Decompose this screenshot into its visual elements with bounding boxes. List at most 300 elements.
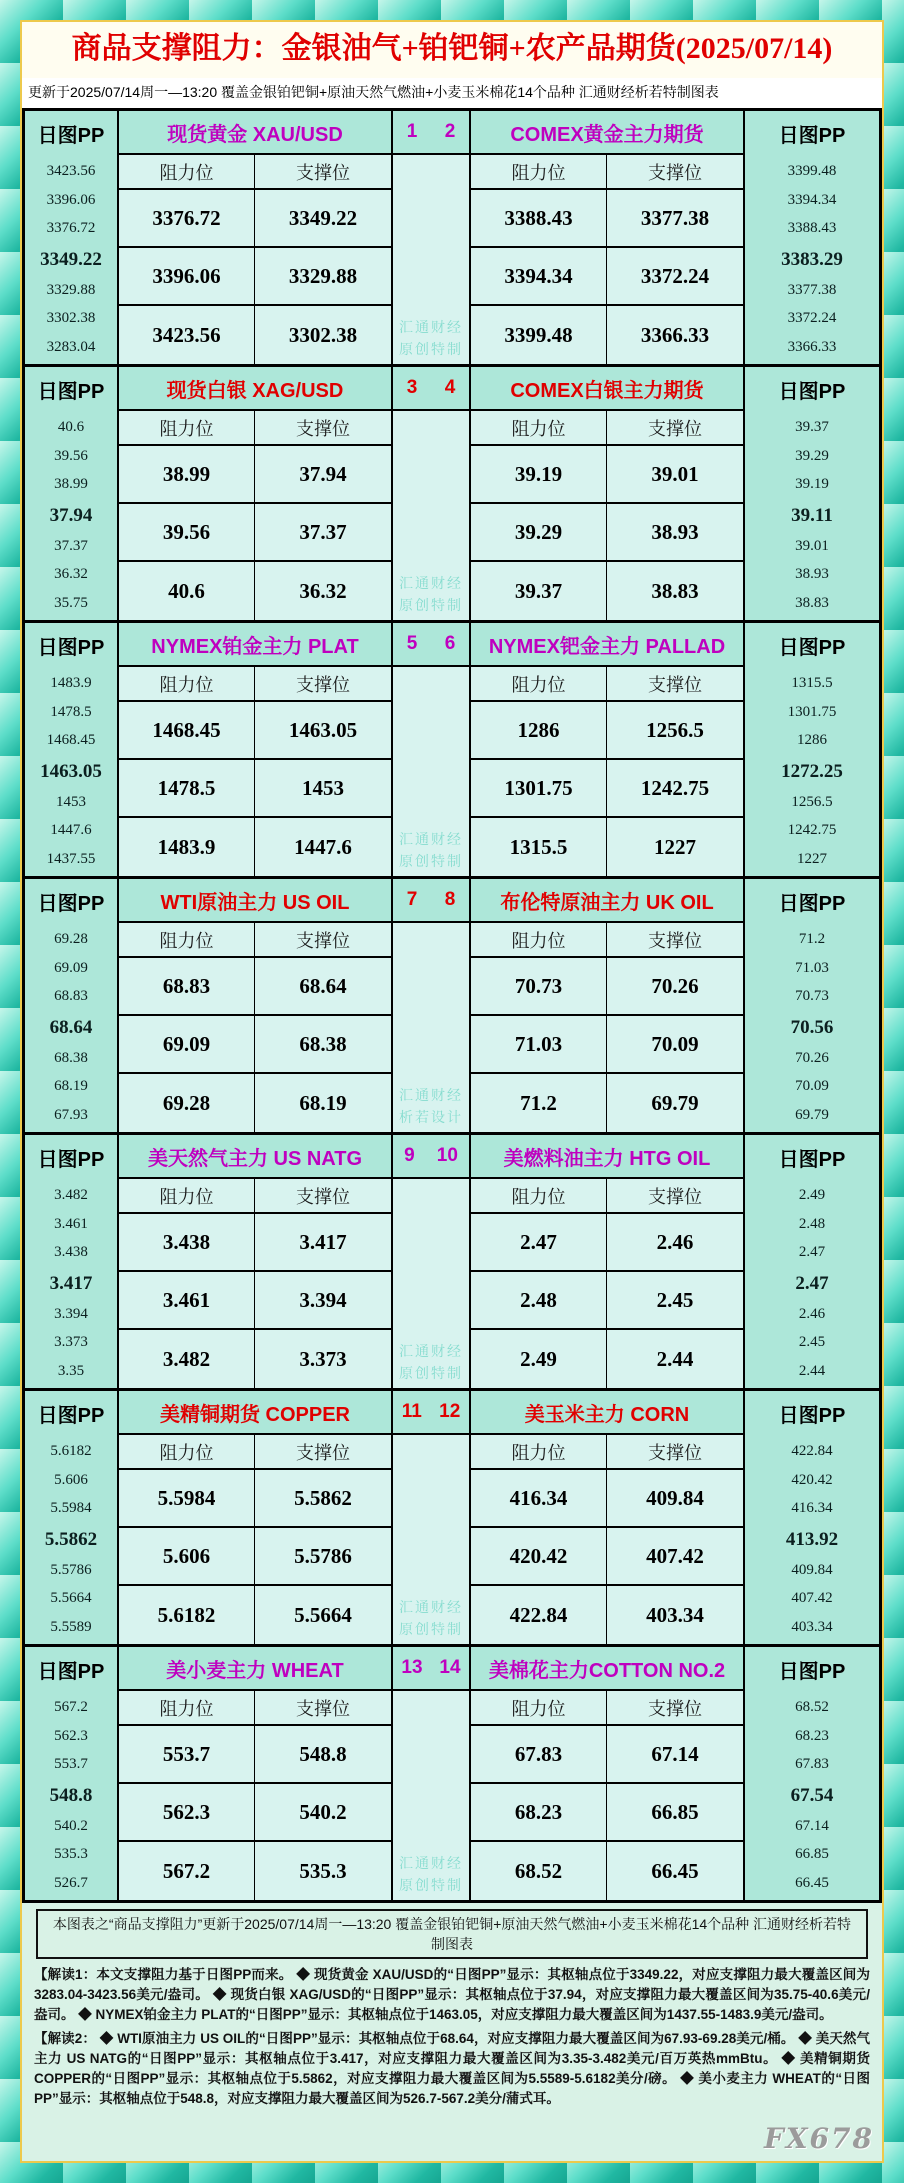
pp-value: 3329.88 bbox=[46, 281, 96, 298]
pp-header-left: 日图PP bbox=[25, 1647, 119, 1691]
pp-value: 1453 bbox=[56, 793, 86, 810]
support-value: 5.5786 bbox=[255, 1528, 391, 1586]
pp-value: 3.461 bbox=[54, 1215, 88, 1232]
resistance-value: 3396.06 bbox=[119, 248, 255, 306]
support-value: 407.42 bbox=[607, 1528, 743, 1586]
support-value: 540.2 bbox=[255, 1784, 391, 1842]
pp-stack-left bbox=[25, 411, 119, 620]
resistance-value: 2.48 bbox=[471, 1272, 607, 1330]
pp-pivot-value: 1463.05 bbox=[40, 760, 102, 782]
resistance-value: 5.6182 bbox=[119, 1586, 255, 1644]
resistance-header-left: 阻力位 bbox=[119, 667, 255, 702]
pp-value: 38.83 bbox=[795, 595, 829, 612]
resistance-value: 70.73 bbox=[471, 958, 607, 1016]
instrument-name-left: NYMEX铂金主力 PLAT bbox=[119, 623, 391, 667]
pp-pivot-value: 37.94 bbox=[49, 504, 93, 526]
resistance-value: 67.83 bbox=[471, 1726, 607, 1784]
pp-value: 40.6 bbox=[57, 418, 85, 435]
resistance-value: 5.5984 bbox=[119, 1470, 255, 1528]
index-number: 6 bbox=[444, 633, 456, 654]
pp-value: 71.2 bbox=[798, 930, 826, 947]
support-value: 1447.6 bbox=[255, 818, 391, 876]
pp-value: 3302.38 bbox=[46, 310, 96, 327]
commodity-block-3 bbox=[25, 623, 879, 879]
pp-pivot-value: 548.8 bbox=[49, 1784, 93, 1806]
pp-stack-right bbox=[743, 1435, 879, 1644]
commodity-block-2 bbox=[25, 367, 879, 623]
support-header-left: 支撑位 bbox=[255, 155, 391, 190]
pp-value: 5.5786 bbox=[50, 1561, 92, 1578]
pp-value: 2.46 bbox=[798, 1305, 826, 1322]
pp-value: 39.37 bbox=[795, 418, 829, 435]
resistance-value: 69.09 bbox=[119, 1016, 255, 1074]
pp-value: 68.38 bbox=[54, 1049, 88, 1066]
resistance-header-left: 阻力位 bbox=[119, 411, 255, 446]
commodity-table bbox=[22, 108, 882, 1903]
pp-value: 38.99 bbox=[54, 476, 88, 493]
watermark-line: 汇通财经 bbox=[399, 1343, 463, 1359]
support-header-right: 支撑位 bbox=[607, 1435, 743, 1470]
index-numbers bbox=[391, 1391, 471, 1435]
index-numbers bbox=[391, 1647, 471, 1691]
pp-value: 416.34 bbox=[791, 1500, 833, 1517]
instrument-name-left: 美精铜期货 COPPER bbox=[119, 1391, 391, 1435]
pp-value: 68.52 bbox=[795, 1698, 829, 1715]
watermark-cell bbox=[391, 1435, 471, 1644]
resistance-header-left: 阻力位 bbox=[119, 1179, 255, 1214]
pp-value: 67.83 bbox=[795, 1756, 829, 1773]
instrument-name-right: COMEX白银主力期货 bbox=[471, 367, 743, 411]
index-number: 8 bbox=[444, 889, 456, 910]
support-value: 39.01 bbox=[607, 446, 743, 504]
support-value: 3366.33 bbox=[607, 306, 743, 364]
watermark-line: 汇通财经 bbox=[399, 319, 463, 335]
watermark-cell bbox=[391, 1691, 471, 1900]
pp-value: 2.44 bbox=[798, 1363, 826, 1380]
watermark-line: 汇通财经 bbox=[399, 1599, 463, 1615]
pp-pivot-value: 3349.22 bbox=[40, 248, 102, 270]
resistance-value: 39.37 bbox=[471, 562, 607, 620]
pp-value: 1301.75 bbox=[787, 703, 837, 720]
watermark-line: 原创特制 bbox=[399, 853, 463, 869]
watermark-line: 原创特制 bbox=[399, 341, 463, 357]
support-value: 68.38 bbox=[255, 1016, 391, 1074]
pp-value: 5.5589 bbox=[50, 1619, 92, 1636]
index-numbers bbox=[391, 111, 471, 155]
pp-value: 3.35 bbox=[57, 1363, 85, 1380]
pp-header-left: 日图PP bbox=[25, 1391, 119, 1435]
resistance-header-left: 阻力位 bbox=[119, 155, 255, 190]
support-value: 3329.88 bbox=[255, 248, 391, 306]
footer bbox=[22, 1903, 882, 2161]
pp-stack-right bbox=[743, 411, 879, 620]
pp-value: 38.93 bbox=[795, 566, 829, 583]
pp-value: 39.01 bbox=[795, 537, 829, 554]
pp-value: 2.45 bbox=[798, 1334, 826, 1351]
resistance-header-left: 阻力位 bbox=[119, 1691, 255, 1726]
support-header-left: 支撑位 bbox=[255, 1435, 391, 1470]
pp-value: 3.373 bbox=[54, 1334, 88, 1351]
support-value: 2.46 bbox=[607, 1214, 743, 1272]
commodity-block-5 bbox=[25, 1135, 879, 1391]
pp-header-right: 日图PP bbox=[743, 1647, 879, 1691]
pp-header-left: 日图PP bbox=[25, 879, 119, 923]
pp-value: 2.48 bbox=[798, 1215, 826, 1232]
watermark-cell bbox=[391, 1179, 471, 1388]
support-value: 535.3 bbox=[255, 1842, 391, 1900]
page-content bbox=[20, 20, 884, 2163]
pp-pivot-value: 39.11 bbox=[791, 504, 833, 526]
pp-value: 3377.38 bbox=[787, 281, 837, 298]
watermark-cell bbox=[391, 667, 471, 876]
index-number: 7 bbox=[406, 889, 418, 910]
pp-value: 68.83 bbox=[54, 988, 88, 1005]
watermark-line: 原创特制 bbox=[399, 1877, 463, 1893]
pp-pivot-value: 5.5862 bbox=[44, 1528, 98, 1550]
pp-value: 1468.45 bbox=[46, 732, 96, 749]
resistance-value: 553.7 bbox=[119, 1726, 255, 1784]
support-value: 2.45 bbox=[607, 1272, 743, 1330]
pp-value: 3283.04 bbox=[46, 339, 96, 356]
instrument-name-right: COMEX黄金主力期货 bbox=[471, 111, 743, 155]
resistance-value: 68.52 bbox=[471, 1842, 607, 1900]
pp-pivot-value: 68.64 bbox=[49, 1016, 93, 1038]
pp-value: 1256.5 bbox=[791, 793, 833, 810]
index-numbers bbox=[391, 623, 471, 667]
index-number: 3 bbox=[406, 377, 418, 398]
support-value: 1453 bbox=[255, 760, 391, 818]
pp-value: 403.34 bbox=[791, 1619, 833, 1636]
resistance-value: 68.83 bbox=[119, 958, 255, 1016]
pp-header-right: 日图PP bbox=[743, 623, 879, 667]
resistance-value: 69.28 bbox=[119, 1074, 255, 1132]
pp-stack-right bbox=[743, 667, 879, 876]
pp-value: 3388.43 bbox=[787, 220, 837, 237]
resistance-value: 1483.9 bbox=[119, 818, 255, 876]
pp-pivot-value: 3383.29 bbox=[781, 248, 843, 270]
pp-stack-right bbox=[743, 155, 879, 364]
pp-header-left: 日图PP bbox=[25, 367, 119, 411]
resistance-value: 567.2 bbox=[119, 1842, 255, 1900]
index-number: 12 bbox=[439, 1401, 461, 1422]
support-value: 68.64 bbox=[255, 958, 391, 1016]
pp-value: 420.42 bbox=[791, 1471, 833, 1488]
pp-value: 422.84 bbox=[791, 1442, 833, 1459]
resistance-value: 562.3 bbox=[119, 1784, 255, 1842]
support-value: 68.19 bbox=[255, 1074, 391, 1132]
resistance-value: 39.19 bbox=[471, 446, 607, 504]
pp-stack-right bbox=[743, 1691, 879, 1900]
instrument-name-left: 现货白银 XAG/USD bbox=[119, 367, 391, 411]
pp-header-right: 日图PP bbox=[743, 1135, 879, 1179]
index-number: 2 bbox=[444, 121, 456, 142]
support-value: 5.5664 bbox=[255, 1586, 391, 1644]
pp-header-right: 日图PP bbox=[743, 879, 879, 923]
support-value: 3302.38 bbox=[255, 306, 391, 364]
resistance-value: 5.606 bbox=[119, 1528, 255, 1586]
support-header-right: 支撑位 bbox=[607, 1179, 743, 1214]
support-value: 37.37 bbox=[255, 504, 391, 562]
index-number: 11 bbox=[401, 1401, 422, 1422]
pp-value: 66.45 bbox=[795, 1875, 829, 1892]
pp-stack-right bbox=[743, 1179, 879, 1388]
pp-value: 3.394 bbox=[54, 1305, 88, 1322]
commodity-block-7 bbox=[25, 1647, 879, 1903]
pp-header-left: 日图PP bbox=[25, 1135, 119, 1179]
pp-value: 39.29 bbox=[795, 447, 829, 464]
fx678-watermark: FX678 bbox=[763, 2122, 874, 2155]
resistance-value: 2.47 bbox=[471, 1214, 607, 1272]
interpretation-1: 【解读1：本文支撑阻力基于日图PP而来。 ◆ 现货黄金 XAU/USD的“日图PP”显示：其枢轴点位于3349.22，对应支撑阻力最大覆盖区间为3283.04-3423.56美元/盎司。 ◆ 现货白银 XAG/USD的“日图PP”显示：其枢轴点位于37.94，对应支撑阻力最大覆盖区间为35.75-40.6美元/盎司。 ◆ NYMEX铂金主力 PLAT的“日图PP”显示：其枢轴点位于1463.05，对应支撑阻力最大覆盖区间为1437.55-1483.9美元/盎司。 bbox=[34, 1967, 870, 2022]
pp-value: 1227 bbox=[797, 851, 827, 868]
watermark-line: 汇通财经 bbox=[399, 831, 463, 847]
pp-value: 67.93 bbox=[54, 1107, 88, 1124]
support-value: 36.32 bbox=[255, 562, 391, 620]
pp-value: 36.32 bbox=[54, 566, 88, 583]
pp-value: 535.3 bbox=[54, 1846, 88, 1863]
watermark-line: 汇通财经 bbox=[399, 575, 463, 591]
pp-value: 66.85 bbox=[795, 1846, 829, 1863]
resistance-header-right: 阻力位 bbox=[471, 155, 607, 190]
resistance-header-right: 阻力位 bbox=[471, 411, 607, 446]
support-header-right: 支撑位 bbox=[607, 155, 743, 190]
instrument-name-right: 美玉米主力 CORN bbox=[471, 1391, 743, 1435]
instrument-name-left: 美小麦主力 WHEAT bbox=[119, 1647, 391, 1691]
resistance-header-right: 阻力位 bbox=[471, 667, 607, 702]
watermark-line: 析若设计 bbox=[399, 1109, 463, 1125]
commodity-block-4 bbox=[25, 879, 879, 1135]
watermark-line: 原创特制 bbox=[399, 1365, 463, 1381]
index-number: 5 bbox=[406, 633, 418, 654]
resistance-value: 3.438 bbox=[119, 1214, 255, 1272]
support-header-right: 支撑位 bbox=[607, 923, 743, 958]
resistance-value: 3.482 bbox=[119, 1330, 255, 1388]
support-value: 70.26 bbox=[607, 958, 743, 1016]
pp-value: 1242.75 bbox=[787, 822, 837, 839]
index-numbers bbox=[391, 1135, 471, 1179]
support-value: 1256.5 bbox=[607, 702, 743, 760]
resistance-header-right: 阻力位 bbox=[471, 1179, 607, 1214]
resistance-header-right: 阻力位 bbox=[471, 1691, 607, 1726]
index-number: 14 bbox=[439, 1657, 461, 1678]
instrument-name-right: 美燃料油主力 HTG OIL bbox=[471, 1135, 743, 1179]
page-subtitle: 更新于2025/07/14周一—13:20 覆盖金银铂钯铜+原油天然气燃油+小麦玉米棉花14个品种 汇通财经析若特制图表 bbox=[22, 78, 882, 108]
pp-stack-left bbox=[25, 1691, 119, 1900]
pp-pivot-value: 3.417 bbox=[49, 1272, 93, 1294]
index-number: 1 bbox=[406, 121, 418, 142]
support-value: 38.83 bbox=[607, 562, 743, 620]
resistance-value: 1468.45 bbox=[119, 702, 255, 760]
pp-value: 5.606 bbox=[54, 1471, 88, 1488]
resistance-value: 1315.5 bbox=[471, 818, 607, 876]
support-value: 3.417 bbox=[255, 1214, 391, 1272]
resistance-value: 68.23 bbox=[471, 1784, 607, 1842]
support-header-left: 支撑位 bbox=[255, 1691, 391, 1726]
pp-value: 2.47 bbox=[798, 1244, 826, 1261]
index-number: 13 bbox=[401, 1657, 423, 1678]
pp-stack-left bbox=[25, 155, 119, 364]
pp-pivot-value: 2.47 bbox=[795, 1272, 829, 1294]
pp-value: 69.28 bbox=[54, 930, 88, 947]
watermark-cell bbox=[391, 155, 471, 364]
pp-value: 35.75 bbox=[54, 595, 88, 612]
pp-pivot-value: 413.92 bbox=[785, 1528, 839, 1550]
pp-value: 407.42 bbox=[791, 1590, 833, 1607]
instrument-name-left: 现货黄金 XAU/USD bbox=[119, 111, 391, 155]
pp-value: 3396.06 bbox=[46, 191, 96, 208]
resistance-value: 38.99 bbox=[119, 446, 255, 504]
pp-value: 39.19 bbox=[795, 476, 829, 493]
support-value: 1227 bbox=[607, 818, 743, 876]
pp-pivot-value: 70.56 bbox=[790, 1016, 834, 1038]
pp-value: 70.09 bbox=[795, 1078, 829, 1095]
support-header-left: 支撑位 bbox=[255, 411, 391, 446]
pp-header-left: 日图PP bbox=[25, 111, 119, 155]
resistance-value: 3394.34 bbox=[471, 248, 607, 306]
resistance-header-right: 阻力位 bbox=[471, 1435, 607, 1470]
support-header-left: 支撑位 bbox=[255, 1179, 391, 1214]
support-value: 2.44 bbox=[607, 1330, 743, 1388]
index-number: 10 bbox=[436, 1145, 458, 1166]
resistance-value: 2.49 bbox=[471, 1330, 607, 1388]
support-value: 66.45 bbox=[607, 1842, 743, 1900]
pp-value: 540.2 bbox=[54, 1817, 88, 1834]
pp-value: 68.23 bbox=[795, 1727, 829, 1744]
pp-stack-left bbox=[25, 1435, 119, 1644]
resistance-value: 71.2 bbox=[471, 1074, 607, 1132]
pp-value: 1478.5 bbox=[50, 703, 92, 720]
pp-value: 69.79 bbox=[795, 1107, 829, 1124]
watermark-line: 原创特制 bbox=[399, 597, 463, 613]
instrument-name-right: NYMEX钯金主力 PALLAD bbox=[471, 623, 743, 667]
pp-value: 409.84 bbox=[791, 1561, 833, 1578]
pp-value: 526.7 bbox=[54, 1875, 88, 1892]
resistance-value: 39.29 bbox=[471, 504, 607, 562]
support-value: 3377.38 bbox=[607, 190, 743, 248]
pp-stack-left bbox=[25, 923, 119, 1132]
resistance-value: 422.84 bbox=[471, 1586, 607, 1644]
resistance-value: 39.56 bbox=[119, 504, 255, 562]
index-numbers bbox=[391, 367, 471, 411]
interpretation-2: 【解读2： ◆ WTI原油主力 US OIL的“日图PP”显示：其枢轴点位于68.64，对应支撑阻力最大覆盖区间为67.93-69.28美元/桶。 ◆ 美天然气主力 US NATG的“日图PP”显示：其枢轴点位于3.417，对应支撑阻力最大覆盖区间为3.35-3.482美元/百万英热mmBtu。 ◆ 美精铜期货 COPPER的“日图PP”显示：其枢轴点位于5.5862，对应支撑阻力最大覆盖区间为5.5589-5.6182美分/磅。 ◆ 美小麦主力 WHEAT的“日图PP”显示：其枢轴点位于548.8，对应支撑阻力最大覆盖区间为526.7-567.2美分/蒲式耳。 bbox=[34, 2031, 870, 2106]
pp-value: 1286 bbox=[797, 732, 827, 749]
support-header-right: 支撑位 bbox=[607, 411, 743, 446]
pp-value: 3.438 bbox=[54, 1244, 88, 1261]
pp-value: 1447.6 bbox=[50, 822, 92, 839]
resistance-value: 3399.48 bbox=[471, 306, 607, 364]
resistance-value: 3423.56 bbox=[119, 306, 255, 364]
pp-value: 3394.34 bbox=[787, 191, 837, 208]
index-number: 4 bbox=[444, 377, 456, 398]
support-value: 403.34 bbox=[607, 1586, 743, 1644]
watermark-line: 汇通财经 bbox=[399, 1087, 463, 1103]
resistance-value: 416.34 bbox=[471, 1470, 607, 1528]
pp-value: 3399.48 bbox=[787, 162, 837, 179]
pp-value: 5.5664 bbox=[50, 1590, 92, 1607]
support-value: 69.79 bbox=[607, 1074, 743, 1132]
resistance-value: 1286 bbox=[471, 702, 607, 760]
resistance-header-left: 阻力位 bbox=[119, 923, 255, 958]
page-title: 商品支撑阻力：金银油气+铂钯铜+农产品期货(2025/07/14) bbox=[22, 22, 882, 78]
pp-value: 2.49 bbox=[798, 1186, 826, 1203]
pp-stack-left bbox=[25, 667, 119, 876]
support-value: 66.85 bbox=[607, 1784, 743, 1842]
resistance-value: 1478.5 bbox=[119, 760, 255, 818]
support-value: 5.5862 bbox=[255, 1470, 391, 1528]
support-value: 3349.22 bbox=[255, 190, 391, 248]
instrument-name-right: 美棉花主力COTTON NO.2 bbox=[471, 1647, 743, 1691]
pp-stack-right bbox=[743, 923, 879, 1132]
pp-stack-left bbox=[25, 1179, 119, 1388]
resistance-header-left: 阻力位 bbox=[119, 1435, 255, 1470]
index-number: 9 bbox=[404, 1145, 415, 1166]
pp-value: 37.37 bbox=[54, 537, 88, 554]
pp-value: 5.6182 bbox=[50, 1442, 92, 1459]
support-header-right: 支撑位 bbox=[607, 667, 743, 702]
pp-value: 1315.5 bbox=[791, 674, 833, 691]
support-value: 70.09 bbox=[607, 1016, 743, 1074]
pp-value: 70.26 bbox=[795, 1049, 829, 1066]
support-value: 3372.24 bbox=[607, 248, 743, 306]
pp-value: 39.56 bbox=[54, 447, 88, 464]
instrument-name-left: WTI原油主力 US OIL bbox=[119, 879, 391, 923]
pp-value: 68.19 bbox=[54, 1078, 88, 1095]
pp-value: 3423.56 bbox=[46, 162, 96, 179]
pp-value: 3376.72 bbox=[46, 220, 96, 237]
support-header-right: 支撑位 bbox=[607, 1691, 743, 1726]
pp-value: 67.14 bbox=[795, 1817, 829, 1834]
resistance-value: 1301.75 bbox=[471, 760, 607, 818]
support-value: 409.84 bbox=[607, 1470, 743, 1528]
pp-value: 3.482 bbox=[54, 1186, 88, 1203]
pp-header-right: 日图PP bbox=[743, 367, 879, 411]
support-value: 3.373 bbox=[255, 1330, 391, 1388]
watermark-line: 汇通财经 bbox=[399, 1855, 463, 1871]
resistance-header-right: 阻力位 bbox=[471, 923, 607, 958]
support-value: 1242.75 bbox=[607, 760, 743, 818]
support-header-left: 支撑位 bbox=[255, 923, 391, 958]
pp-value: 553.7 bbox=[54, 1756, 88, 1773]
support-value: 38.93 bbox=[607, 504, 743, 562]
instrument-name-left: 美天然气主力 US NATG bbox=[119, 1135, 391, 1179]
support-header-left: 支撑位 bbox=[255, 667, 391, 702]
pp-pivot-value: 1272.25 bbox=[781, 760, 843, 782]
watermark-cell bbox=[391, 411, 471, 620]
pp-value: 3366.33 bbox=[787, 339, 837, 356]
support-value: 3.394 bbox=[255, 1272, 391, 1330]
pp-header-left: 日图PP bbox=[25, 623, 119, 667]
pp-value: 562.3 bbox=[54, 1727, 88, 1744]
support-value: 548.8 bbox=[255, 1726, 391, 1784]
pp-header-right: 日图PP bbox=[743, 1391, 879, 1435]
support-value: 67.14 bbox=[607, 1726, 743, 1784]
commodity-block-1 bbox=[25, 111, 879, 367]
pp-value: 567.2 bbox=[54, 1698, 88, 1715]
commodity-block-6 bbox=[25, 1391, 879, 1647]
pp-header-right: 日图PP bbox=[743, 111, 879, 155]
resistance-value: 3388.43 bbox=[471, 190, 607, 248]
pp-value: 1483.9 bbox=[50, 674, 92, 691]
watermark-line: 原创特制 bbox=[399, 1621, 463, 1637]
pp-value: 5.5984 bbox=[50, 1500, 92, 1517]
pp-value: 3372.24 bbox=[787, 310, 837, 327]
resistance-value: 3.461 bbox=[119, 1272, 255, 1330]
watermark-cell bbox=[391, 923, 471, 1132]
resistance-value: 40.6 bbox=[119, 562, 255, 620]
resistance-value: 3376.72 bbox=[119, 190, 255, 248]
resistance-value: 71.03 bbox=[471, 1016, 607, 1074]
support-value: 1463.05 bbox=[255, 702, 391, 760]
